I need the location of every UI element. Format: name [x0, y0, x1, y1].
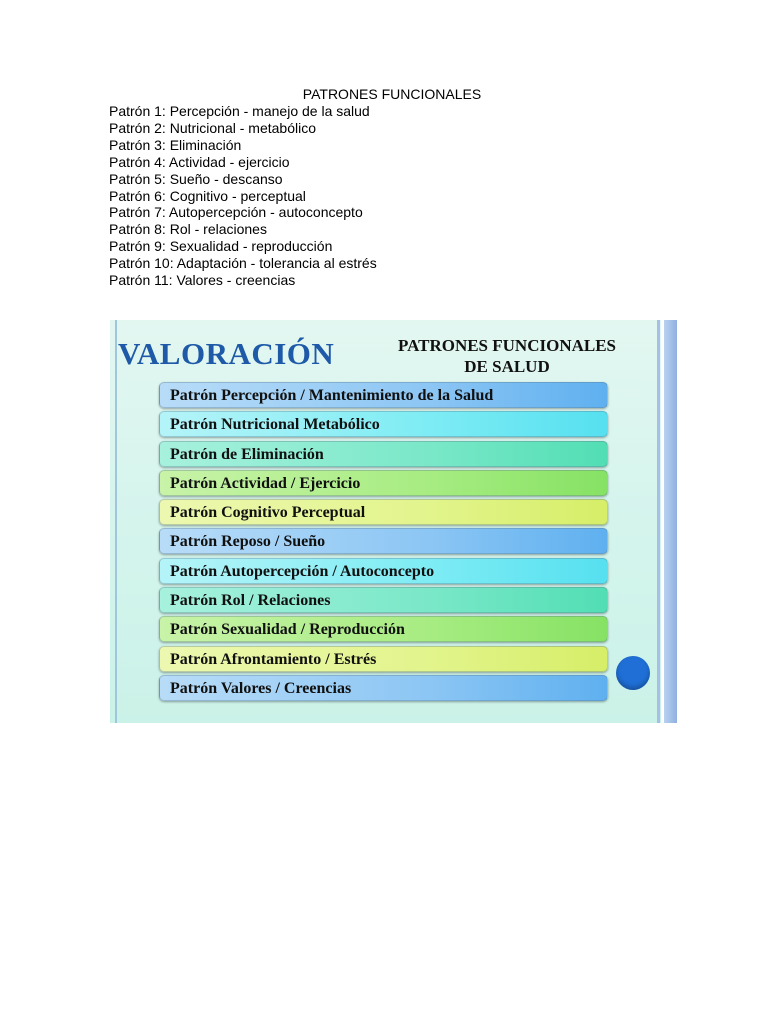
pattern-list-item: Patrón 11: Valores - creencias [109, 272, 296, 289]
circle-icon [616, 656, 650, 690]
pattern-list-item: Patrón 6: Cognitivo - perceptual [109, 187, 306, 204]
slide-pattern-bar: Patrón Cognitivo Perceptual [159, 499, 608, 525]
pattern-list-item: Patrón 1: Percepción - manejo de la salud [109, 103, 370, 119]
slide-image [110, 320, 677, 723]
slide-pattern-bar: Patrón Autopercepción / Autoconcepto [159, 558, 608, 584]
pattern-list-item: Patrón 9: Sexualidad - reproducción [109, 238, 333, 255]
pattern-list-item: Patrón 5: Sueño - descanso [109, 170, 283, 187]
pattern-list-item: Patrón 7: Autopercepción - autoconcepto [109, 204, 363, 221]
pattern-list [109, 103, 377, 289]
slide-pattern-bar: Patrón Sexualidad / Reproducción [159, 616, 608, 642]
slide-subtitle [372, 335, 642, 377]
slide-pattern-bar: Patrón Valores / Creencias [159, 675, 608, 701]
pattern-list-item: Patrón 3: Eliminación [109, 136, 242, 153]
slide-right-border-bar [661, 320, 677, 723]
document-title: PATRONES FUNCIONALES [302, 86, 482, 102]
slide-heading: VALORACIÓN [118, 336, 335, 371]
slide-pattern-list [159, 382, 608, 704]
pattern-list-item: Patrón 8: Rol - relaciones [109, 221, 267, 238]
slide-subtitle-line: DE SALUD [464, 357, 550, 376]
slide-subtitle-line: PATRONES FUNCIONALES [397, 336, 617, 355]
pattern-list-item: Patrón 2: Nutricional - metabólico [109, 119, 316, 136]
slide-pattern-bar: Patrón Reposo / Sueño [159, 528, 608, 554]
pattern-list-item: Patrón 10: Adaptación - tolerancia al estrés [109, 255, 377, 272]
slide-pattern-bar: Patrón Percepción / Mantenimiento de la Salud [159, 382, 608, 408]
slide-pattern-bar: Patrón Actividad / Ejercicio [159, 470, 608, 496]
slide-pattern-bar: Patrón Rol / Relaciones [159, 587, 608, 613]
slide-pattern-bar: Patrón Nutricional Metabólico [159, 411, 608, 437]
pattern-list-item: Patrón 4: Actividad - ejercicio [109, 153, 290, 170]
slide-left-border [115, 320, 117, 723]
slide-pattern-bar: Patrón de Eliminación [159, 441, 608, 467]
slide-pattern-bar: Patrón Afrontamiento / Estrés [159, 646, 608, 672]
slide-right-border-line [657, 320, 660, 723]
